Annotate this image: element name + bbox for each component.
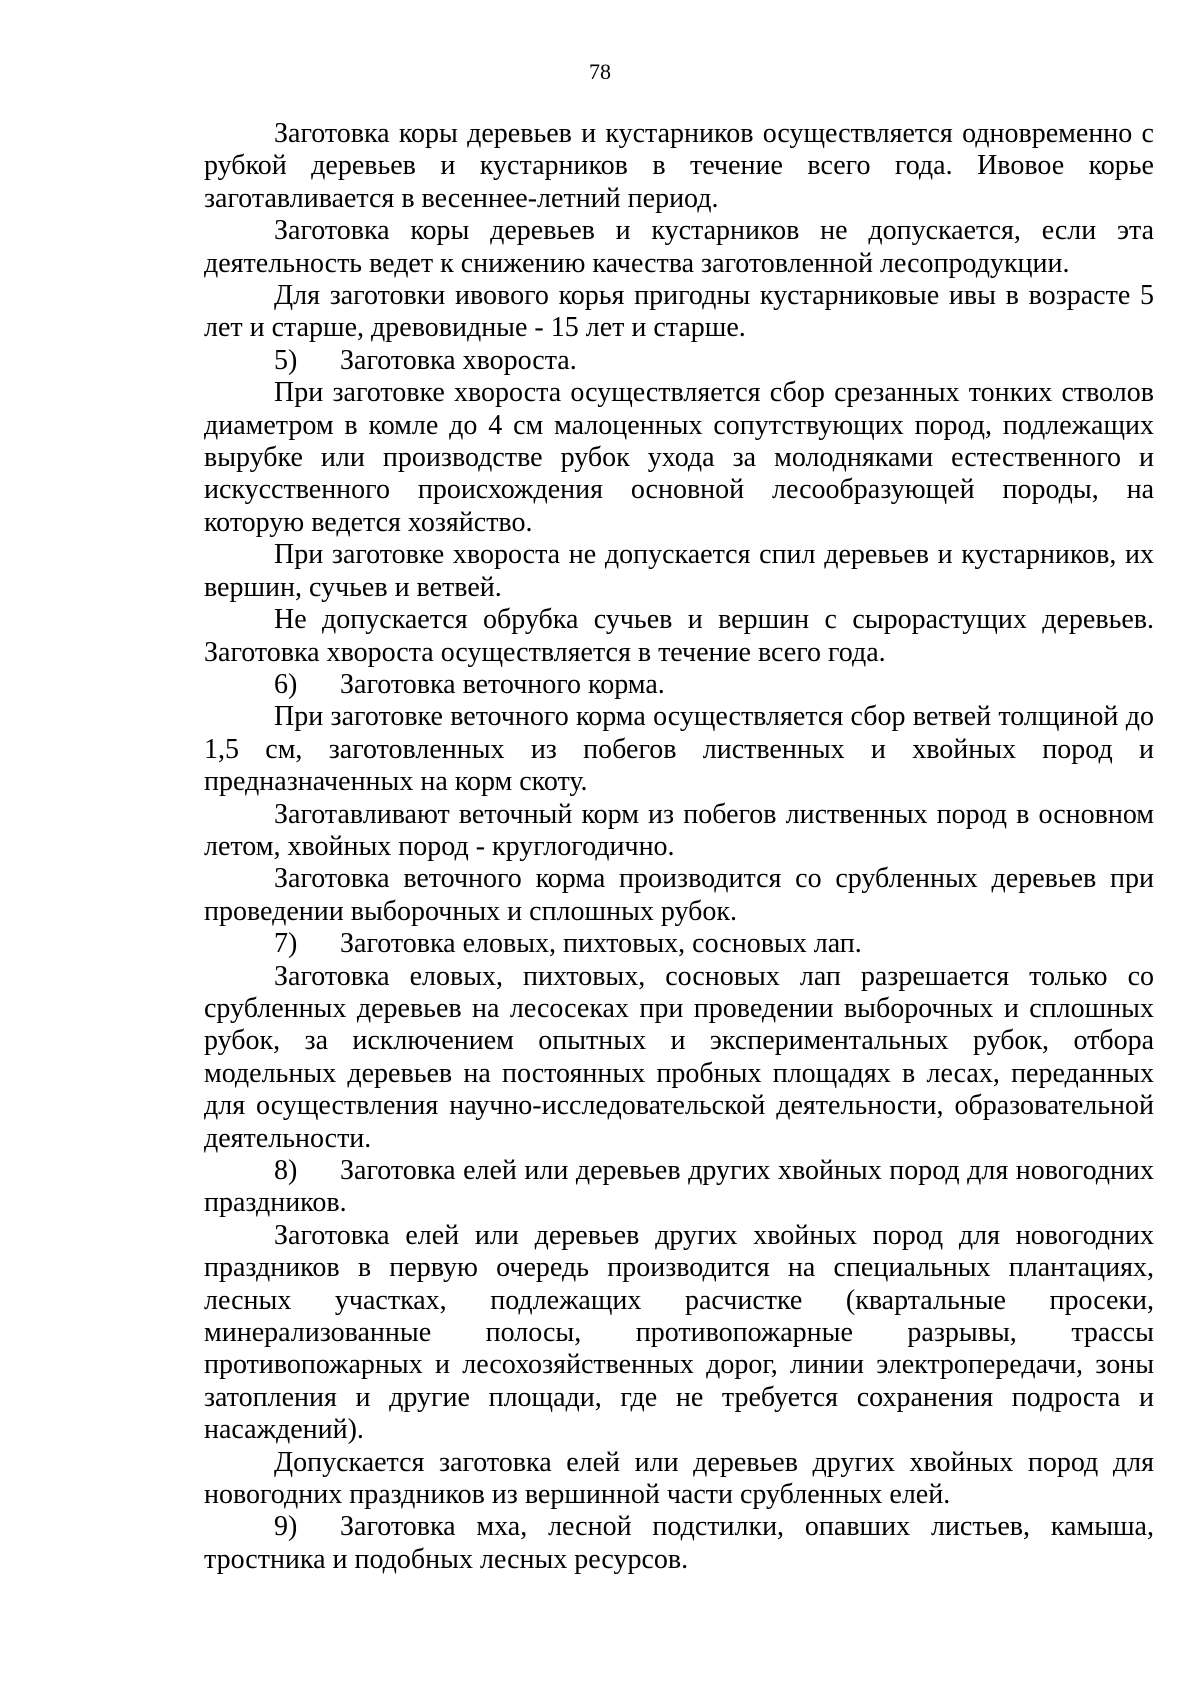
paragraph: Заготовка еловых, пихтовых, сосновых лап разрешается только со срубленных деревьев на лесосеках при проведении выборочных и сплошных рубок, за исключением опытных и экспериментальных рубок, отбора модельных деревьев на постоянных пробных площадях в лесах, переданных для осуществления научно-исследовательской деятельности, образовательной деятельности.: [204, 960, 1154, 1154]
item-number: 7): [274, 928, 298, 960]
item-text: Заготовка еловых, пихтовых, сосновых лап.: [340, 928, 862, 960]
numbered-item: [204, 1511, 1154, 1576]
paragraph: При заготовке хвороста осуществляется сбор срезанных тонких стволов диаметром в комле до 4 см малоценных сопутствующих пород, подлежащих вырубке или производстве рубок ухода за молодняками естественного и искусственного происхождения основной лесообразующей породы, на которую ведется хозяйство.: [204, 377, 1154, 538]
numbered-item: [204, 345, 1154, 377]
paragraph: При заготовке веточного корма осуществляется сбор ветвей толщиной до 1,5 см, заготовленных из побегов лиственных и хвойных пород и предназначенных на корм скоту.: [204, 701, 1154, 798]
numbered-item: [204, 1155, 1154, 1220]
page-number: 78: [589, 59, 611, 84]
item-text: Заготовка елей или деревьев других хвойных пород для новогодних праздников.: [204, 1155, 1154, 1219]
paragraph: Заготовка коры деревьев и кустарников осуществляется одновременно с рубкой деревьев и кустарников в течение всего года. Ивовое корье заготавливается в весеннее-летний период.: [204, 118, 1154, 214]
paragraph: Заготовка коры деревьев и кустарников не допускается, если эта деятельность ведет к снижению качества заготовленной лесопродукции.: [204, 215, 1154, 279]
paragraph: Не допускается обрубка сучьев и вершин с сырорастущих деревьев. Заготовка хвороста осуществляется в течение всего года.: [204, 604, 1154, 668]
numbered-item: [204, 669, 1154, 701]
paragraph: Заготовка веточного корма производится со срубленных деревьев при проведении выборочных и сплошных рубок.: [204, 863, 1154, 927]
paragraph: При заготовке хвороста не допускается спил деревьев и кустарников, их вершин, сучьев и ветвей.: [204, 539, 1154, 603]
numbered-item: [204, 928, 1154, 960]
item-number: 5): [274, 344, 298, 376]
item-text: Заготовка хвороста.: [340, 344, 577, 376]
item-text: Заготовка мха, лесной подстилки, опавших листьев, камыша, тростника и подобных лесных ресурсов.: [204, 1511, 1154, 1575]
item-text: Заготовка веточного корма.: [340, 668, 665, 700]
item-number: 6): [274, 668, 298, 700]
item-number: 8): [274, 1155, 298, 1186]
paragraph: Для заготовки ивового корья пригодны кустарниковые ивы в возрасте 5 лет и старше, древовидные - 15 лет и старше.: [204, 280, 1154, 344]
paragraph: Заготавливают веточный корм из побегов лиственных пород в основном летом, хвойных пород - круглогодично.: [204, 798, 1154, 862]
paragraph: Заготовка елей или деревьев других хвойных пород для новогодних праздников в первую очередь производится на специальных плантациях, лесных участках, подлежащих расчистке (квартальные просеки, минерализованные полосы, противопожарные разрывы, трассы противопожарных и лесохозяйственных дорог, линии электропередачи, зоны затопления и другие площади, где не требуется сохранения подроста и насаждений).: [204, 1219, 1154, 1446]
item-number: 9): [274, 1511, 298, 1543]
document-body: [204, 118, 1154, 1576]
paragraph: Допускается заготовка елей или деревьев других хвойных пород для новогодних праздников из вершинной части срубленных елей.: [204, 1446, 1154, 1511]
